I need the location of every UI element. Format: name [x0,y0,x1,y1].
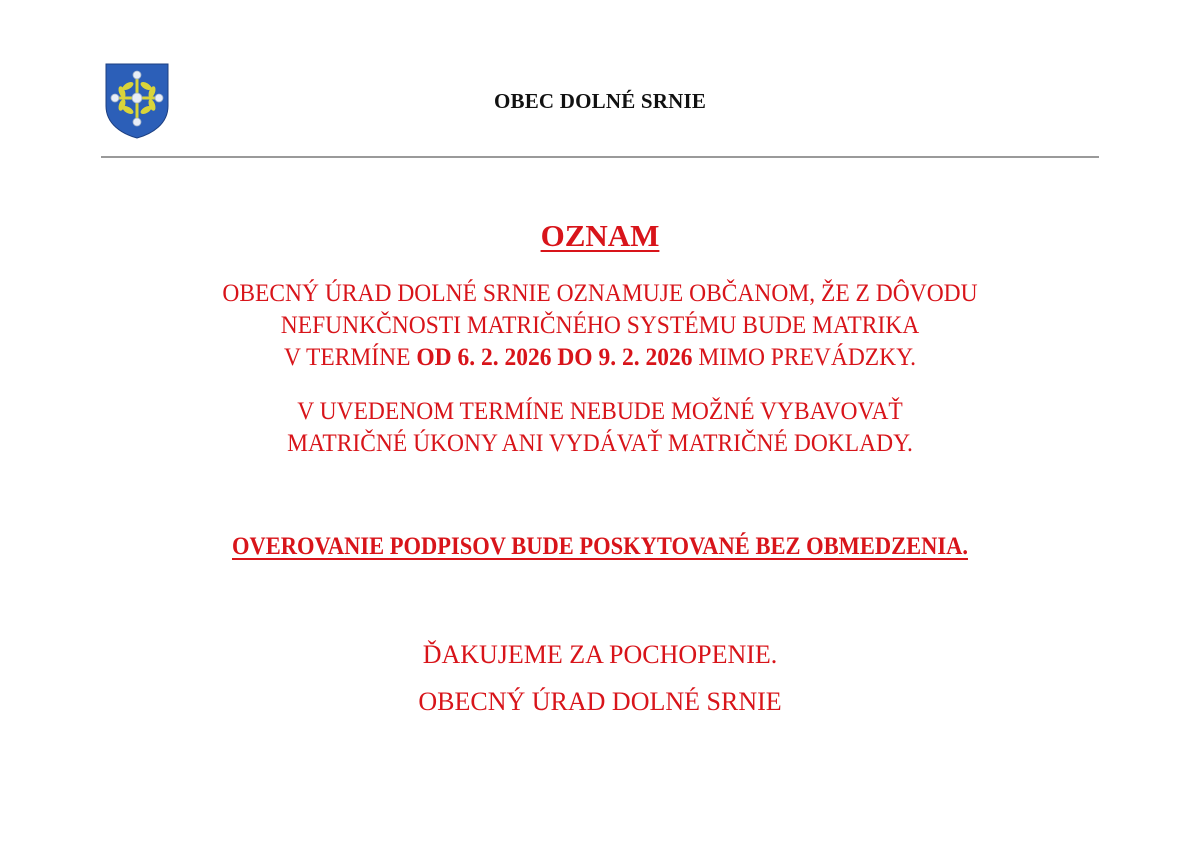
notice-paragraph-1 [36,278,1164,374]
notice-paragraph-2 [36,396,1164,460]
paragraph-2-line-1: V UVEDENOM TERMÍNE NEBUDE MOŽNÉ VYBAVOVAŤ [297,398,903,425]
line-3-prefix: V TERMÍNE [284,344,417,371]
organization-name: OBEC DOLNÉ SRNIE [493,89,707,113]
signature-verification-notice: OVEROVANIE PODPISOV BUDE POSKYTOVANÉ BEZ OBMEDZENIA. [231,533,968,560]
header-divider [101,156,1099,158]
paragraph-2-line-2: MATRIČNÉ ÚKONY ANI VYDÁVAŤ MATRIČNÉ DOKLADY. [287,430,913,457]
paragraph-1-line-2: NEFUNKČNOSTI MATRIČNÉHO SYSTÉMU BUDE MATRIKA [280,312,920,339]
signature: OBECNÝ ÚRAD DOLNÉ SRNIE [418,687,782,716]
thanks-text: ĎAKUJEME ZA POCHOPENIE. [422,640,778,669]
notice-title: OZNAM [540,218,660,253]
paragraph-1-line-3 [36,342,1164,374]
outage-dates: OD 6. 2. 2026 DO 9. 2. 2026 [416,344,693,371]
line-3-suffix: MIMO PREVÁDZKY. [692,344,916,371]
paragraph-1-line-1: OBECNÝ ÚRAD DOLNÉ SRNIE OZNAMUJE OBČANOM, ŽE Z DÔVODU [222,280,978,307]
